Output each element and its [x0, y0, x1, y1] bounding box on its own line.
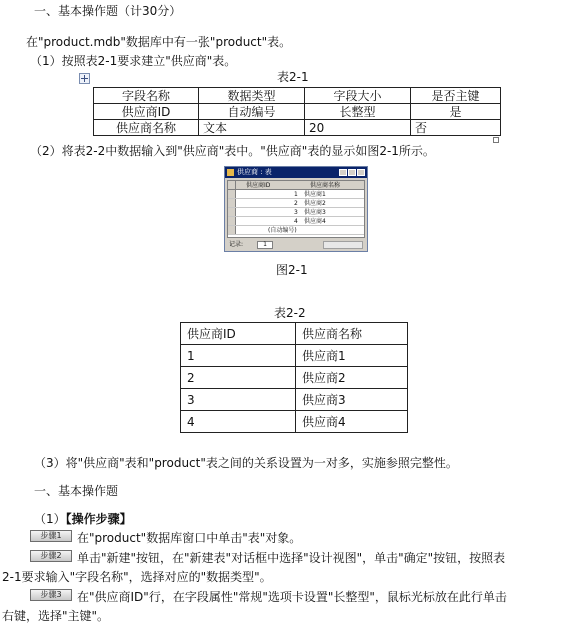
datasheet-cell: 供应商2 — [304, 200, 326, 207]
task-2: （2）将表2-2中数据输入到"供应商"表中。"供应商"表的显示如图2-1所示。 — [30, 144, 435, 158]
task-3: （3）将"供应商"表和"product"表之间的关系设置为一对多，实施参照完整性。 — [34, 456, 458, 470]
figure-window-title: 供应商 : 表 — [237, 168, 272, 176]
figure-datasheet — [227, 180, 365, 238]
table-cell: 供应商1 — [296, 345, 408, 367]
figure-2-1-screenshot — [224, 166, 368, 252]
table-cell: 是 — [411, 104, 501, 120]
table-row — [181, 389, 408, 411]
section-title: 一、基本操作题（计30分） — [34, 4, 182, 18]
maximize-icon — [348, 169, 356, 176]
table-cell: 供应商2 — [296, 367, 408, 389]
table-header-cell: 供应商ID — [181, 323, 296, 345]
datasheet-cell: 2 — [294, 200, 298, 207]
table-2 — [180, 322, 408, 433]
table-cell: 4 — [181, 411, 296, 433]
answer-sub-prefix: （1） — [34, 512, 66, 526]
datasheet-cell: 供应商1 — [304, 191, 326, 198]
datasheet-row — [228, 208, 364, 217]
table-icon — [227, 169, 234, 176]
table-2-caption: 表2-2 — [274, 306, 306, 320]
table-header-cell: 数据类型 — [199, 88, 305, 104]
table-cell: 3 — [181, 389, 296, 411]
step-2-text: 单击"新建"按钮，在"新建表"对话框中选择"设计视图"，单击"确定"按钮，按照表 — [77, 551, 506, 565]
step-1-badge: 步骤1 — [30, 530, 72, 542]
horizontal-scrollbar — [323, 241, 363, 249]
datasheet-cell: 1 — [294, 191, 298, 198]
answer-subtitle — [34, 511, 132, 527]
datasheet-row — [228, 217, 364, 226]
table-cell: 20 — [305, 120, 411, 136]
step-2-text-cont: 2-1要求输入"字段名称"，选择对应的"数据类型"。 — [2, 570, 272, 584]
datasheet-cell: 4 — [294, 218, 298, 225]
answer-title: 一、基本操作题 — [34, 484, 119, 498]
datasheet-cell: 供应商3 — [304, 209, 326, 216]
step-3-text-cont: 右键，选择"主键"。 — [2, 609, 110, 623]
table-header-cell: 供应商名称 — [296, 323, 408, 345]
table-cell: 供应商名称 — [94, 120, 199, 136]
table-row — [181, 411, 408, 433]
table-cell: 供应商4 — [296, 411, 408, 433]
datasheet-row — [228, 199, 364, 208]
datasheet-cell: 3 — [294, 209, 298, 216]
figure-window-titlebar — [225, 167, 367, 178]
step-1-text: 在"product"数据库窗口中单击"表"对象。 — [77, 531, 302, 545]
table-row — [94, 88, 501, 104]
table-cell: 长整型 — [305, 104, 411, 120]
intro-text: 在"product.mdb"数据库中有一张"product"表。 — [26, 35, 292, 49]
table-row — [181, 323, 408, 345]
figure-caption: 图2-1 — [276, 263, 308, 277]
datasheet-cell: 供应商4 — [304, 218, 326, 225]
datasheet-row — [228, 190, 364, 199]
table-cell: 1 — [181, 345, 296, 367]
answer-sub-bold: 【操作步骤】 — [65, 512, 132, 526]
table-1-caption: 表2-1 — [277, 70, 309, 84]
table-header-cell: 字段名称 — [94, 88, 199, 104]
table-header-cell: 字段大小 — [305, 88, 411, 104]
step-3-badge: 步骤3 — [30, 589, 72, 601]
step-2-badge: 步骤2 — [30, 550, 72, 562]
table-row — [94, 120, 501, 136]
minimize-icon — [339, 169, 347, 176]
table-cell: 供应商3 — [296, 389, 408, 411]
datasheet-col-name: 供应商名称 — [310, 182, 341, 189]
datasheet-cell: (自动编号) — [268, 227, 297, 234]
task-1: （1）按照表2-1要求建立"供应商"表。 — [30, 54, 237, 68]
table-row — [181, 367, 408, 389]
table-row — [94, 104, 501, 120]
step-3-text: 在"供应商ID"行，在字段属性"常规"选项卡设置"长整型"，鼠标光标放在此行单击 — [77, 590, 507, 604]
table-1 — [93, 87, 501, 136]
datasheet-col-id: 供应商ID — [246, 182, 271, 189]
record-navigator — [227, 240, 365, 250]
table-move-handle-icon[interactable] — [79, 73, 90, 84]
table-cell: 2 — [181, 367, 296, 389]
table-cell: 供应商ID — [94, 104, 199, 120]
datasheet-row — [228, 226, 364, 235]
table-cell: 否 — [411, 120, 501, 136]
table-row — [181, 345, 408, 367]
close-icon — [357, 169, 365, 176]
table-header-cell: 是否主键 — [411, 88, 501, 104]
table-cell: 文本 — [199, 120, 305, 136]
record-number: 1 — [257, 241, 273, 249]
datasheet-header — [228, 181, 364, 190]
table-cell: 自动编号 — [199, 104, 305, 120]
record-label: 记录: — [229, 241, 244, 248]
table-resize-handle[interactable] — [493, 137, 499, 143]
